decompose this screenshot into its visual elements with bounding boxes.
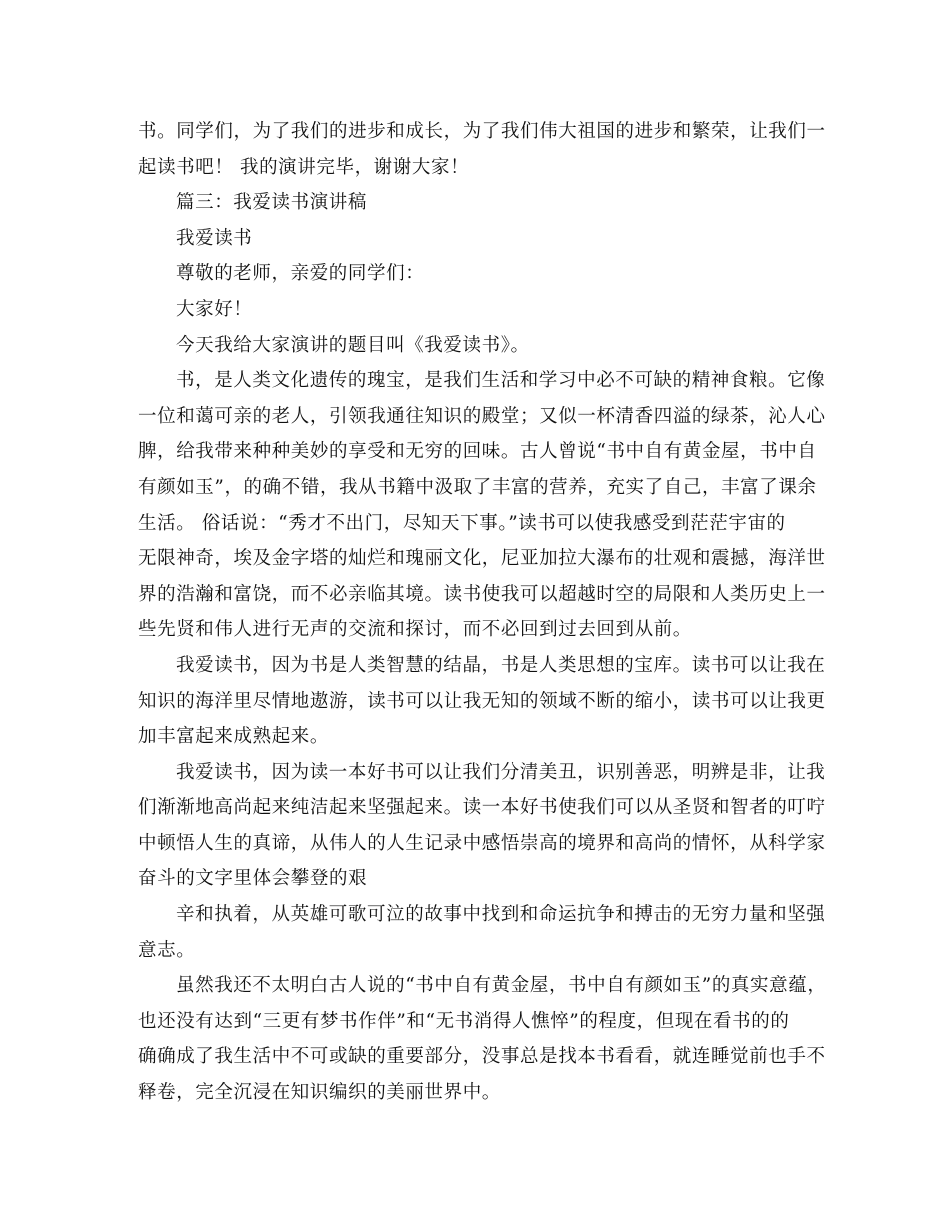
text-line: 一位和蔼可亲的老人，引领我通往知识的殿堂；又似一杯清香四溢的绿茶，沁人心	[138, 405, 826, 427]
text-line: 我爱读书，因为书是人类智慧的结晶，书是人类思想的宝库。读书可以让我在	[176, 654, 826, 676]
document-body	[138, 114, 828, 1111]
text-line: 起读书吧！ 我的演讲完毕，谢谢大家！	[138, 156, 470, 178]
text-line: 大家好！	[176, 298, 253, 320]
text-line: 虽然我还不太明白古人说的“书中自有黄金屋，书中自有颜如玉”的真实意蕴，	[176, 975, 827, 997]
text-line: 有颜如玉”，的确不错，我从书籍中汲取了丰富的营养，充实了自己，丰富了课余	[138, 476, 817, 498]
text-line: 书，是人类文化遗传的瑰宝，是我们生活和学习中必不可缺的精神食粮。它像	[176, 370, 826, 392]
text-line: 确确成了我生活中不可或缺的重要部分，没事总是找本书看看，就连睡觉前也手不	[138, 1046, 826, 1068]
text-line: 中顿悟人生的真谛，从伟人的人生记录中感悟崇高的境界和高尚的情怀，从科学家	[138, 832, 826, 854]
text-line: 今天我给大家演讲的题目叫《我爱读书》。	[176, 334, 530, 356]
text-line: 我爱读书，因为读一本好书可以让我们分清美丑，识别善恶，明辨是非，让我	[176, 761, 826, 783]
text-line: 篇三：我爱读书演讲稿	[176, 192, 368, 214]
text-line: 奋斗的文字里体会攀登的艰	[138, 868, 368, 890]
text-line: 尊敬的老师，亲爱的同学们：	[176, 263, 425, 285]
text-line: 我爱读书	[176, 227, 253, 249]
text-line: 界的浩瀚和富饶，而不必亲临其境。读书使我可以超越时空的局限和人类历史上一	[138, 583, 826, 605]
text-line: 些先贤和伟人进行无声的交流和探讨，而不必回到过去回到从前。	[138, 619, 692, 641]
text-line: 脾，给我带来种种美妙的享受和无穷的回味。古人曾说“书中自有黄金屋，书中自	[138, 441, 817, 463]
text-line: 知识的海洋里尽情地遨游，读书可以让我无知的领域不断的缩小，读书可以让我更	[138, 690, 826, 712]
text-line: 无限神奇，埃及金字塔的灿烂和瑰丽文化，尼亚加拉大瀑布的壮观和震撼，海洋世	[138, 548, 826, 570]
text-line: 生活。 俗话说：“秀才不出门，尽知天下事。”读书可以使我感受到茫茫宇宙的	[138, 512, 786, 534]
text-line: 释卷，完全沉浸在知识编织的美丽世界中。	[138, 1082, 501, 1104]
text-line: 加丰富起来成熟起来。	[138, 726, 330, 748]
text-line: 意志。	[138, 939, 196, 961]
text-line: 们渐渐地高尚起来纯洁起来坚强起来。读一本好书使我们可以从圣贤和智者的叮咛	[138, 797, 826, 819]
text-line: 辛和执着，从英雄可歌可泣的故事中找到和命运抗争和搏击的无穷力量和坚强	[176, 904, 826, 926]
text-line: 书。同学们，为了我们的进步和成长，为了我们伟大祖国的进步和繁荣，让我们一	[138, 121, 826, 142]
text-line: 也还没有达到“三更有梦书作伴”和“无书消得人憔悴”的程度，但现在看书的的	[138, 1010, 790, 1032]
